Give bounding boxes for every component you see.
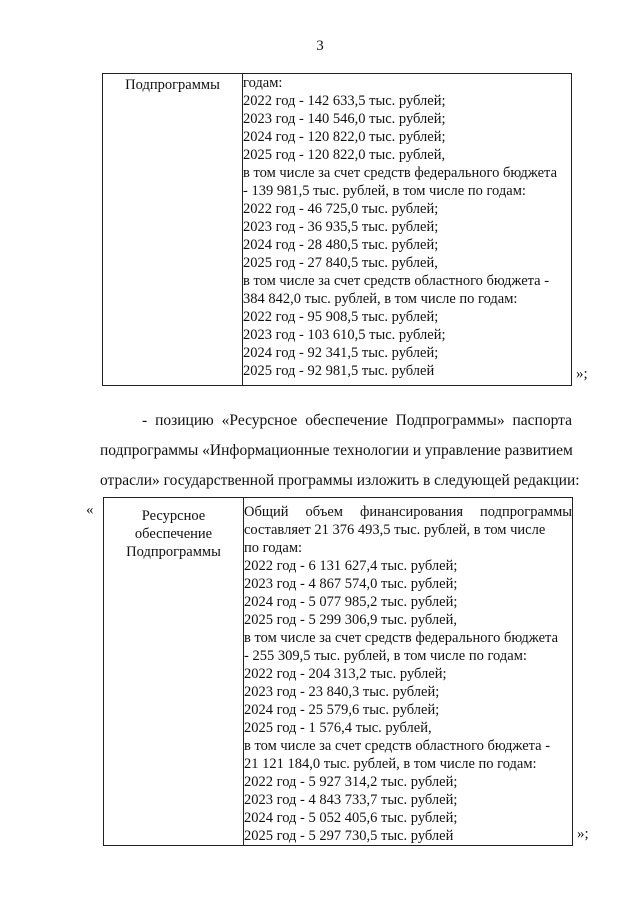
table2-line: составляет 21 376 493,5 тыс. рублей, в том числе [244,522,546,538]
table2-line: по годам: [244,540,303,556]
table2-label: обеспечение [134,526,213,542]
table1-label: Подпрограммы [125,77,220,93]
table1-line: 2022 год - 46 725,0 тыс. рублей; [243,201,439,217]
resource-table-new [103,497,573,846]
table2-closing-quote: »; [577,826,589,842]
table1-line: в том числе за счет средств областного бюджета - [243,273,550,289]
table1-line: 2025 год - 27 840,5 тыс. рублей, [243,255,438,271]
table1-label-cell [103,74,243,386]
table1-value-cell [243,74,572,386]
table1-closing-quote: »; [576,366,588,382]
table2-opening-quote: « [86,502,94,518]
table2-line: 2023 год - 4 843 733,7 тыс. рублей; [244,792,458,808]
table2-line: 2025 год - 5 297 730,5 тыс. рублей [244,828,454,844]
table1-line: 2023 год - 140 546,0 тыс. рублей; [243,111,446,127]
table2-line: 2022 год - 5 927 314,2 тыс. рублей; [244,774,458,790]
table1-line: 2025 год - 92 981,5 тыс. рублей [243,363,435,379]
paragraph-line-2: подпрограммы «Информационные технологии и управление развитием [100,442,573,459]
table1-line: 2022 год - 142 633,5 тыс. рублей; [243,93,446,109]
table1-line: 2024 год - 92 341,5 тыс. рублей; [243,345,439,361]
table2-line: в том числе за счет средств федерального бюджета [244,630,559,646]
table1-line: 2023 год - 103 610,5 тыс. рублей; [243,327,446,343]
table1-line: 2022 год - 95 908,5 тыс. рублей; [243,309,439,325]
table-row [103,74,572,386]
table-row [104,498,573,846]
page-number: 3 [316,38,324,54]
table1-line: годам: [243,75,283,91]
table1-line: 2023 год - 36 935,5 тыс. рублей; [243,219,439,235]
table2-line: 2022 год - 6 131 627,4 тыс. рублей; [244,558,458,574]
table2-line: 2024 год - 5 077 985,2 тыс. рублей; [244,594,458,610]
paragraph-line-1: - позицию «Ресурсное обеспечение Подпрограммы» паспорта [142,412,572,429]
table2-label: Подпрограммы [126,544,221,560]
table2-line: 2025 год - 1 576,4 тыс. рублей, [244,720,432,736]
table1-line: - 139 981,5 тыс. рублей, в том числе по годам: [243,183,526,199]
table2-line: - 255 309,5 тыс. рублей, в том числе по годам: [244,648,527,664]
table1-line: 2024 год - 120 822,0 тыс. рублей; [243,129,446,145]
table2-line: 2024 год - 25 579,6 тыс. рублей; [244,702,440,718]
paragraph-line-3: отрасли» государственной программы изложить в следующей редакции: [100,472,580,489]
table2-line: 2022 год - 204 313,2 тыс. рублей; [244,666,447,682]
table1-line: 2025 год - 120 822,0 тыс. рублей, [243,147,446,163]
table1-line: 384 842,0 тыс. рублей, в том числе по годам: [243,291,518,307]
table2-line: Общий объем финансирования подпрограммы [244,504,572,520]
table2-label-cell [104,498,244,846]
table1-line: в том числе за счет средств федерального бюджета [243,165,558,181]
resource-table-continued [102,73,572,386]
table2-line: 21 121 184,0 тыс. рублей, в том числе по годам: [244,756,537,772]
table2-line: 2025 год - 5 299 306,9 тыс. рублей, [244,612,457,628]
table2-line: 2024 год - 5 052 405,6 тыс. рублей; [244,810,458,826]
table1-line: 2024 год - 28 480,5 тыс. рублей; [243,237,439,253]
table2-label: Ресурсное [141,508,206,524]
table2-value-cell [244,498,573,846]
table2-line: в том числе за счет средств областного бюджета - [244,738,551,754]
table2-line: 2023 год - 23 840,3 тыс. рублей; [244,684,440,700]
table2-line: 2023 год - 4 867 574,0 тыс. рублей; [244,576,458,592]
